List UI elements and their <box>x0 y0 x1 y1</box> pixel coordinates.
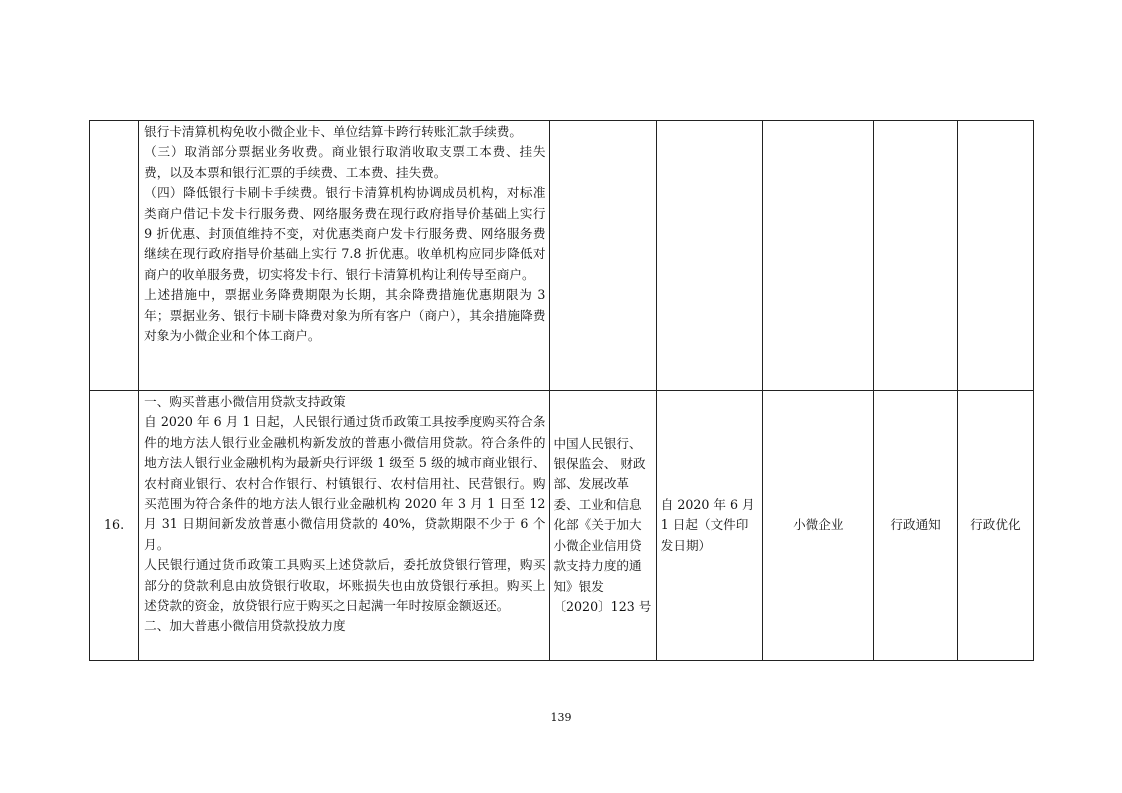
target-object: 小微企业 <box>763 391 874 661</box>
description-paragraph: 二、加大普惠小微信用贷款投放力度 <box>144 618 346 634</box>
description-paragraph: 自 2020 年 6 月 1 日起，人民银行通过货币政策工具按季度购买符合条件的地方法人银行业金融机构新发放的普惠小微信用贷款。符合条件的地方法人银行业金融机构为最新央行评级 1 级至 5 级的城市商业银行、农村商业银行、农村合作银行、村镇银行、农村信用社、民营银行。购买范围为符合条件的地方法人银行业金融机构 2020 年 3 月 1 日至 12 月 31 日期间新发放普惠小微信用贷款的 40%，贷款期限不少于 6 个月。 <box>144 414 546 552</box>
description-paragraph: 一、购买普惠小微信用贷款支持政策 <box>144 394 346 409</box>
table-row <box>90 121 1034 391</box>
row-number <box>90 121 139 391</box>
description-paragraph: 上述措施中，票据业务降费期限为长期，其余降费措施优惠期限为 3 年；票据业务、银行卡刷卡降费对象为所有客户（商户），其余措施降费对象为小微企业和个体工商户。 <box>144 287 546 344</box>
implementation-mode <box>874 121 957 391</box>
page-number: 139 <box>550 711 572 724</box>
policy-table <box>89 120 1034 661</box>
effective-time <box>656 121 762 391</box>
row-number: 16. <box>90 391 139 661</box>
policy-description <box>139 391 550 661</box>
policy-source <box>550 121 656 391</box>
policy-description <box>139 121 550 391</box>
description-paragraph: 银行卡清算机构免收小微企业卡、单位结算卡跨行转账汇款手续费。 <box>144 124 522 139</box>
implementation-mode: 行政通知 <box>874 391 957 661</box>
policy-source: 中国人民银行、银保监会、 财政部、发展改革委、工业和信息化部《关于加大小微企业信用贷款支持力度的通知》银发〔2020〕123 号 <box>550 391 656 661</box>
policy-type: 行政优化 <box>957 391 1033 661</box>
effective-time: 自 2020 年 6 月 1 日起（文件印发日期） <box>656 391 762 661</box>
target-object <box>763 121 874 391</box>
description-paragraph: 人民银行通过货币政策工具购买上述贷款后，委托放贷银行管理，购买部分的贷款利息由放贷银行收取，坏账损失也由放贷银行承担。购买上述贷款的资金，放贷银行应于购买之日起满一年时按原金额返还。 <box>144 557 546 614</box>
table-row <box>90 391 1034 661</box>
description-paragraph: （四）降低银行卡刷卡手续费。银行卡清算机构协调成员机构，对标准类商户借记卡发卡行服务费、网络服务费在现行政府指导价基础上实行 9 折优惠、封顶值维持不变，对优惠类商户发卡行服务费、网络服务费继续在现行政府指导价基础上实行 7.8 折优惠。收单机构应同步降低对商户的收单服务费，切实将发卡行、银行卡清算机构让利传导至商户。 <box>144 185 546 282</box>
policy-type <box>957 121 1033 391</box>
description-paragraph: （三）取消部分票据业务收费。商业银行取消收取支票工本费、挂失费，以及本票和银行汇票的手续费、工本费、挂失费。 <box>144 144 546 180</box>
